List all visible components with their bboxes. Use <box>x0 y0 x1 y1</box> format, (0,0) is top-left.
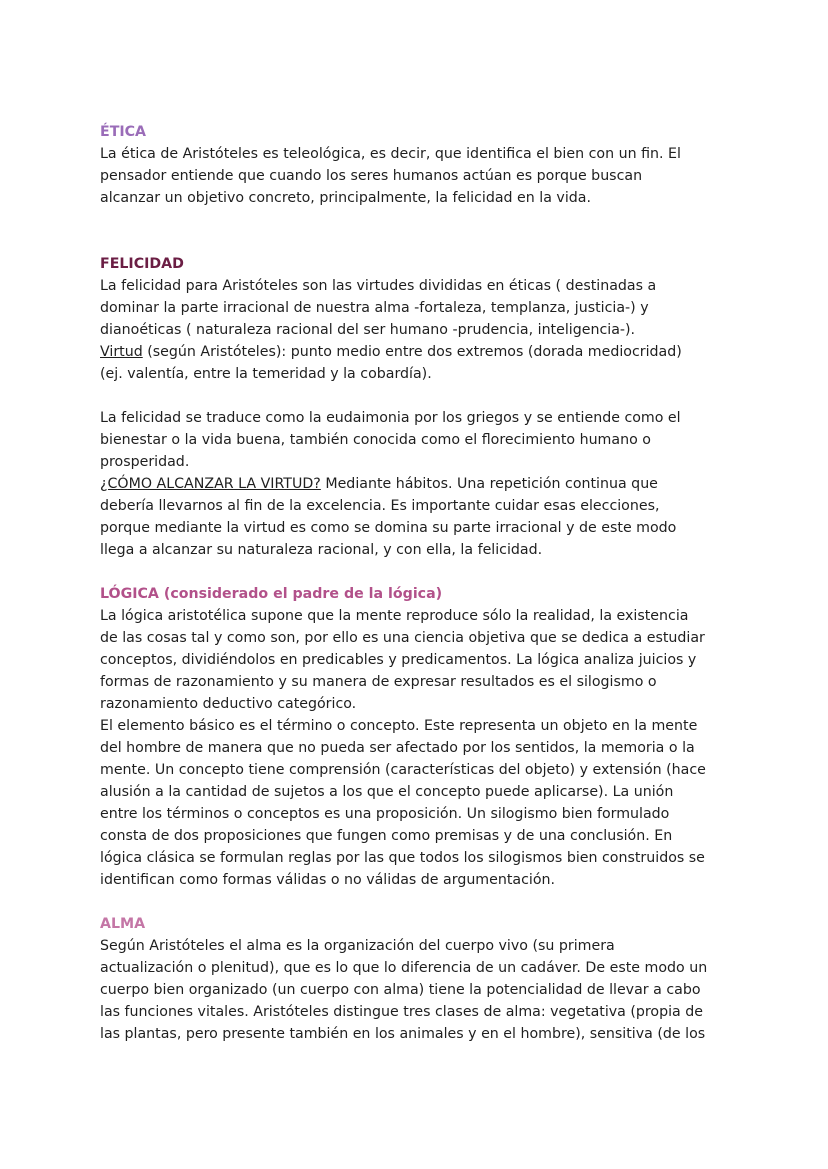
text-line: formas de razonamiento y su manera de expresar resultados es el silogismo o <box>100 674 657 690</box>
heading-logica: LÓGICA (considerado el padre de la lógica) <box>100 586 443 602</box>
text-line: actualización o plenitud), que es lo que lo diferencia de un cadáver. De este modo un <box>100 960 708 976</box>
logica-paragraph <box>100 605 730 891</box>
text-line: bienestar o la vida buena, también conocida como el florecimiento humano o <box>100 432 651 448</box>
section-logica <box>100 583 730 891</box>
text-line: dominar la parte irracional de nuestra alma -fortaleza, templanza, justicia-) y <box>100 300 649 316</box>
felicidad-paragraph-2 <box>100 407 730 561</box>
alma-paragraph <box>100 935 730 1045</box>
text-line: conceptos, dividiéndolos en predicables y predicamentos. La lógica analiza juicios y <box>100 652 697 668</box>
text-line: de las cosas tal y como son, por ello es una ciencia objetiva que se dedica a estudiar <box>100 630 705 646</box>
como-alcanzar-term: ¿CÓMO ALCANZAR LA VIRTUD? <box>100 476 321 492</box>
como-alcanzar-answer: Mediante hábitos. Una repetición continua que <box>320 476 658 492</box>
text-line: llega a alcanzar su naturaleza racional, y con ella, la felicidad. <box>100 542 543 558</box>
text-line: dianoéticas ( naturaleza racional del ser humano -prudencia, inteligencia-). <box>100 322 636 338</box>
text-line: debería llevarnos al fin de la excelencia. Es importante cuidar esas elecciones, <box>100 498 660 514</box>
text-line: La lógica aristotélica supone que la mente reproduce sólo la realidad, la existencia <box>100 608 689 624</box>
section-felicidad <box>100 253 730 561</box>
text-line: porque mediante la virtud es como se domina su parte irracional y de este modo <box>100 520 677 536</box>
virtud-term: Virtud <box>100 344 143 360</box>
text-line: alcanzar un objetivo concreto, principalmente, la felicidad en la vida. <box>100 190 591 206</box>
text-line: prosperidad. <box>100 454 190 470</box>
heading-alma: ALMA <box>100 916 146 932</box>
text-line: El elemento básico es el término o concepto. Este representa un objeto en la mente <box>100 718 698 734</box>
text-line: razonamiento deductivo categórico. <box>100 696 357 712</box>
text-line: (ej. valentía, entre la temeridad y la cobardía). <box>100 366 432 382</box>
section-etica <box>100 121 730 209</box>
text-line: cuerpo bien organizado (un cuerpo con alma) tiene la potencialidad de llevar a cabo <box>100 982 701 998</box>
text-line: consta de dos proposiciones que fungen como premisas y de una conclusión. En <box>100 828 673 844</box>
text-line: entre los términos o conceptos es una proposición. Un silogismo bien formulado <box>100 806 670 822</box>
text-line: alusión a la cantidad de sujetos a los que el concepto puede aplicarse). La unión <box>100 784 674 800</box>
como-line <box>100 473 730 495</box>
text-line: mente. Un concepto tiene comprensión (características del objeto) y extensión (hace <box>100 762 706 778</box>
virtud-definition: (según Aristóteles): punto medio entre dos extremos (dorada mediocridad) <box>142 344 682 360</box>
virtud-line <box>100 341 730 363</box>
text-line: Según Aristóteles el alma es la organización del cuerpo vivo (su primera <box>100 938 615 954</box>
text-line: las funciones vitales. Aristóteles distingue tres clases de alma: vegetativa (propia de <box>100 1004 703 1020</box>
section-alma <box>100 913 730 1045</box>
felicidad-paragraph-1 <box>100 275 730 385</box>
text-line: lógica clásica se formulan reglas por las que todos los silogismos bien construidos se <box>100 850 705 866</box>
etica-paragraph <box>100 143 730 209</box>
text-line: pensador entiende que cuando los seres humanos actúan es porque buscan <box>100 168 643 184</box>
heading-etica: ÉTICA <box>100 124 147 140</box>
text-line: del hombre de manera que no pueda ser afectado por los sentidos, la memoria o la <box>100 740 695 756</box>
text-line: identifican como formas válidas o no válidas de argumentación. <box>100 872 556 888</box>
text-line: La felicidad se traduce como la eudaimonia por los griegos y se entiende como el <box>100 410 681 426</box>
document-page <box>100 121 730 1045</box>
heading-felicidad: FELICIDAD <box>100 256 184 272</box>
text-line: La ética de Aristóteles es teleológica, es decir, que identifica el bien con un fin. El <box>100 146 681 162</box>
text-line: las plantas, pero presente también en los animales y en el hombre), sensitiva (de los <box>100 1026 706 1042</box>
text-line: La felicidad para Aristóteles son las virtudes divididas en éticas ( destinadas a <box>100 278 657 294</box>
